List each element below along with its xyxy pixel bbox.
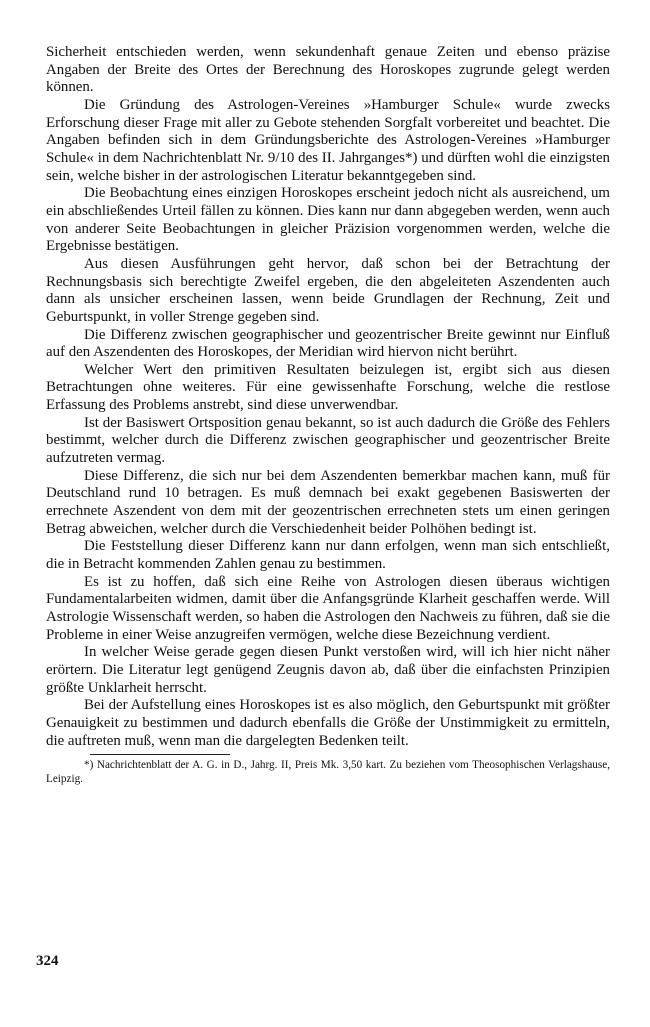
paragraph: Die Beobachtung eines einzigen Horoskopes erscheint jedoch nicht als ausreichend, um ein abschließendes Urteil fällen zu können. Dies kann nur dann abgegeben werden, wenn auch von anderer Seite Beobachtungen in gleicher Präzision vorgenommen werden, welche die Ergebnisse bestätigen. xyxy=(46,185,610,255)
paragraph: In welcher Weise gerade gegen diesen Punkt verstoßen wird, will ich hier nicht näher erörtern. Die Literatur legt genügend Zeugnis davon ab, daß über die einfachsten Prinzipien größte Unklarheit herrscht. xyxy=(46,644,610,696)
body-text xyxy=(46,44,610,750)
page-number: 324 xyxy=(36,953,59,969)
footnote-divider xyxy=(90,754,230,755)
paragraph: Diese Differenz, die sich nur bei dem Aszendenten bemerkbar machen kann, muß für Deutschland rund 10 betragen. Es muß demnach bei exakt gegebenen Basiswerten der errechnete Aszendent von dem mit der geozentrischen errechneten stets um einen geringen Betrag abweichen, welcher durch die Verschiedenheit beider Polhöhen bedingt ist. xyxy=(46,467,610,537)
paragraph: Die Feststellung dieser Differenz kann nur dann erfolgen, wenn man sich entschließt, die in Betracht kommenden Zahlen genau zu bestimmen. xyxy=(46,538,610,573)
paragraph: Ist der Basiswert Ortsposition genau bekannt, so ist auch dadurch die Größe des Fehlers bestimmt, welcher durch die Differenz zwischen geographischer und geozentrischer Breite aufzutreten vermag. xyxy=(46,414,610,467)
paragraph: Aus diesen Ausführungen geht hervor, daß schon bei der Betrachtung der Rechnungsbasis sich berechtigte Zweifel ergeben, die den abgeleiteten Aszendenten auch dann als unsicher erscheinen lassen, wenn beide Grundlagen der Rechnung, Zeit und Geburtspunkt, in voller Strenge gegeben sind. xyxy=(46,255,610,325)
paragraph: Welcher Wert den primitiven Resultaten beizulegen ist, ergibt sich aus diesen Betrachtungen ohne weiteres. Für eine gewissenhafte Forschung, welche die restlose Erfassung des Problems anstrebt, sind diese unverwendbar. xyxy=(46,361,610,414)
paragraph: Bei der Aufstellung eines Horoskopes ist es also möglich, den Geburtspunkt mit größter Genauigkeit zu bestimmen und dadurch ebenfalls die Größe der Unstimmigkeit zu ermitteln, die auftreten muß, wenn man die dargelegten Bedenken teilt. xyxy=(46,697,610,749)
paragraph: Die Differenz zwischen geographischer und geozentrischer Breite gewinnt nur Einfluß auf den Aszendenten des Horoskopes, der Meridian wird hiervon nicht berührt. xyxy=(46,326,610,361)
paragraph: Die Gründung des Astrologen-Vereines »Hamburger Schule« wurde zwecks Erforschung dieser Frage mit aller zu Gebote stehenden Sorgfalt vorbereitet und beachtet. Die Angaben befinden sich in dem Gründungsberichte des Astrologen-Vereines »Hamburger Schule« in dem Nachrichtenblatt Nr. 9/10 des II. Jahrganges*) und dürften wohl die einzigsten sein, welche bisher in der astrologischen Literatur bekanntgegeben sind. xyxy=(46,96,610,184)
paragraph: Sicherheit entschieden werden, wenn sekundenhaft genaue Zeiten und ebenso präzise Angaben der Breite des Ortes der Berechnung des Horoskopes zugrunde gelegt werden können. xyxy=(46,44,610,96)
footnote: *) Nachrichtenblatt der A. G. in D., Jahrg. II, Preis Mk. 3,50 kart. Zu beziehen vom Theosophischen Verlagshause, Leipzig. xyxy=(46,759,610,786)
paragraph: Es ist zu hoffen, daß sich eine Reihe von Astrologen diesen überaus wichtigen Fundamentalarbeiten widmen, damit über die Anfangsgründe Klarheit geschaffen werde. Will Astrologie Wissenschaft werden, so haben die Astrologen den Nachweis zu führen, daß sie die Probleme in einer Weise anzugreifen vermögen, welche diese Bezeichnung verdient. xyxy=(46,573,610,643)
